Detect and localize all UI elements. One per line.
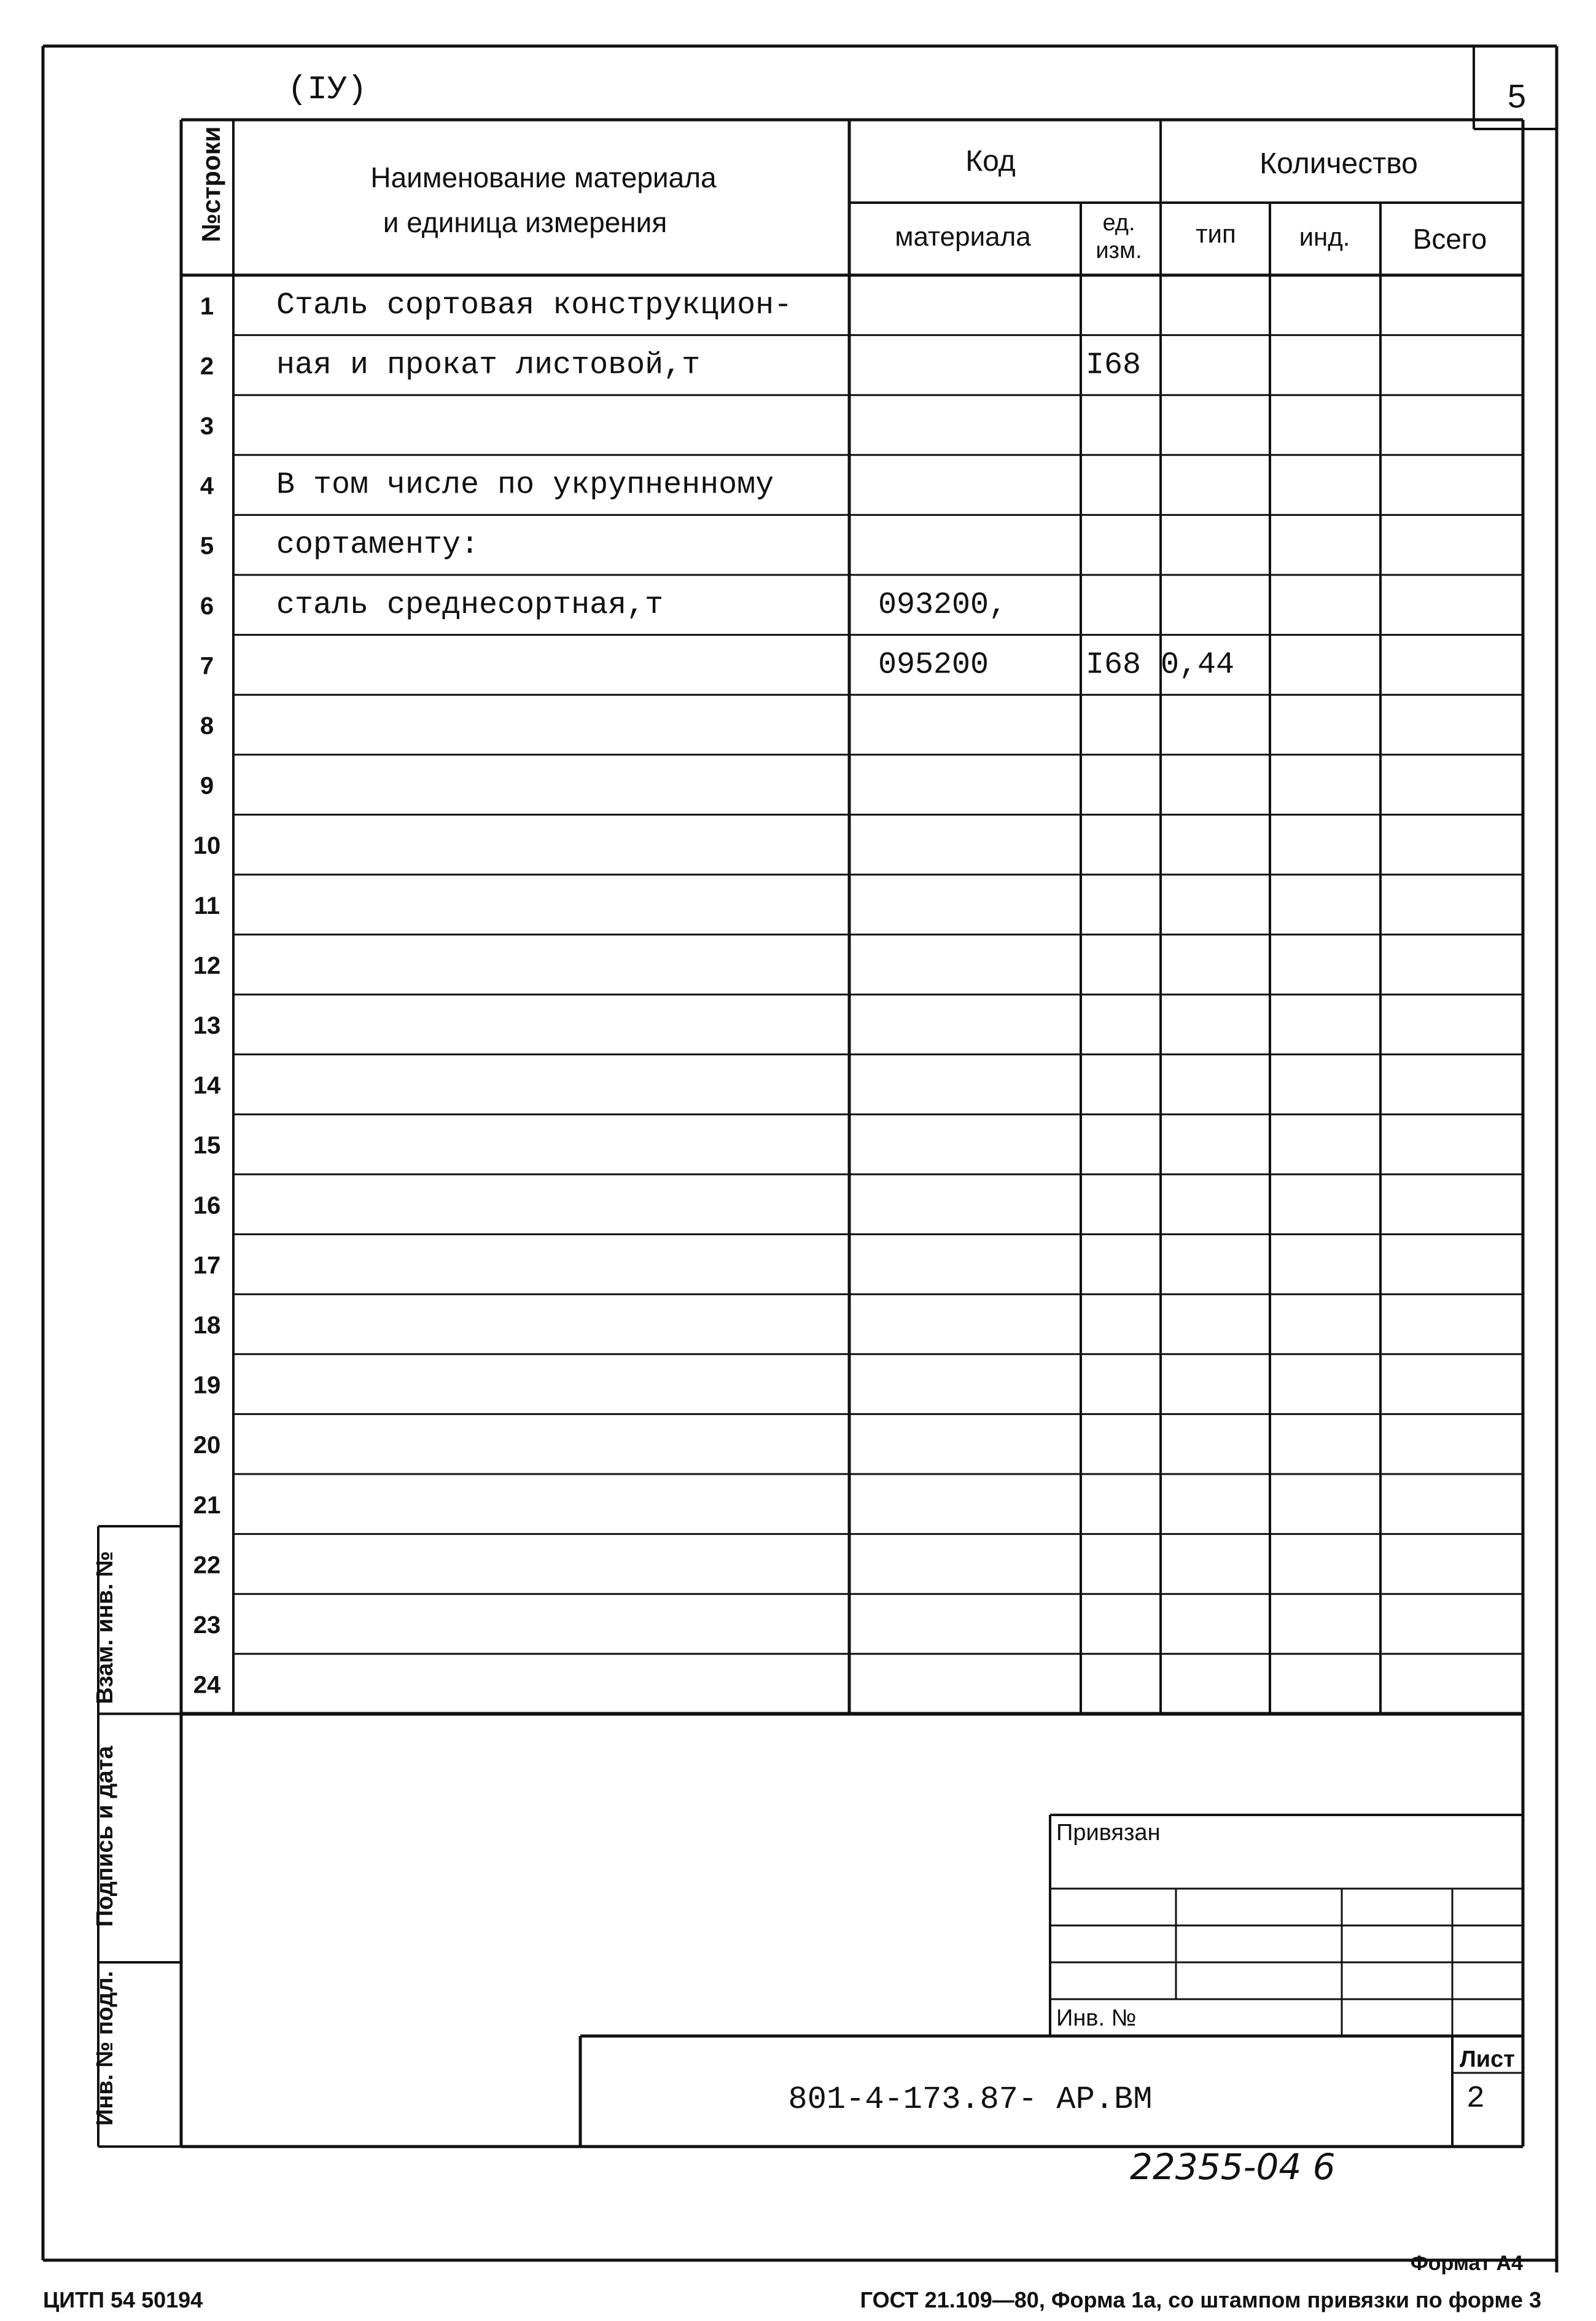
code-material-header: материала <box>895 222 1031 252</box>
row-number: 23 <box>193 1612 221 1639</box>
table-body <box>193 288 1234 1699</box>
handwritten-number: 22355-04 6 <box>1130 2146 1336 2188</box>
side-label-podpis-data: Подпись и дата <box>92 1746 118 1927</box>
row-number: 6 <box>200 592 214 620</box>
row-number: 17 <box>193 1252 221 1279</box>
page-mark: (IУ) <box>287 71 367 109</box>
row-number: 18 <box>193 1312 221 1339</box>
side-label-vzam-inv: Взам. инв. № <box>92 1551 118 1704</box>
row-number-header: №строки <box>197 126 225 243</box>
row-number: 7 <box>200 652 214 680</box>
footer-left: ЦИТП 54 50194 <box>43 2287 203 2312</box>
row-number: 2 <box>200 353 214 380</box>
row-number: 1 <box>200 292 214 320</box>
stamp-list-value: 2 <box>1466 2081 1485 2116</box>
row-number: 15 <box>193 1132 221 1160</box>
row-number: 11 <box>193 892 220 919</box>
sheet-number: 5 <box>1507 78 1527 115</box>
cell-unit: I68 <box>1086 348 1142 383</box>
quantity-header: Количество <box>1259 147 1418 180</box>
side-label-inv-podl: Инв. № подл. <box>92 1970 118 2126</box>
row-number: 21 <box>193 1491 221 1519</box>
cell-name: сталь среднесортная,т <box>276 587 664 623</box>
qty-total-header: Всего <box>1412 223 1487 255</box>
row-number: 10 <box>193 832 221 860</box>
row-number: 24 <box>193 1671 221 1699</box>
row-number: 12 <box>193 952 221 980</box>
cell-unit: I68 <box>1086 647 1142 683</box>
row-number: 20 <box>193 1432 221 1459</box>
row-number: 9 <box>200 772 214 800</box>
qty-ind-header: инд. <box>1299 222 1350 251</box>
cell-name: ная и прокат листовой,т <box>276 348 701 383</box>
name-header-line1: Наименование материала <box>370 162 717 193</box>
stamp-privyazan: Привязан <box>1056 1820 1161 1846</box>
format-label: Формат А4 <box>1410 2252 1523 2275</box>
cell-type: 0,44 <box>1161 647 1235 683</box>
row-number: 16 <box>193 1192 221 1219</box>
row-number: 19 <box>193 1371 221 1399</box>
code-unit-header-line1: ед. <box>1102 210 1135 236</box>
row-number: 4 <box>200 472 214 500</box>
row-number: 5 <box>200 532 214 560</box>
footer-right: ГОСТ 21.109—80, Форма 1а, со штампом привязки по форме 3 <box>860 2287 1541 2312</box>
cell-code: 093200, <box>878 587 1008 623</box>
row-number: 3 <box>200 413 214 440</box>
code-header: Код <box>965 145 1016 177</box>
code-unit-header-line2: изм. <box>1096 238 1142 263</box>
form-frame <box>43 46 1557 2272</box>
row-number: 13 <box>193 1012 221 1039</box>
stamp-designation: 801-4-173.87- АР.ВМ <box>788 2081 1153 2118</box>
row-number: 22 <box>193 1551 221 1579</box>
name-header-line2: и единица измерения <box>383 206 668 238</box>
stamp-inv-no: Инв. № <box>1056 2005 1137 2031</box>
cell-name: Сталь сортовая конструкцион- <box>276 287 793 323</box>
row-number: 14 <box>193 1072 221 1099</box>
cell-code: 095200 <box>878 647 989 683</box>
cell-name: сортаменту: <box>276 528 480 563</box>
cell-name: В том числе по укрупненному <box>276 467 774 503</box>
row-number: 8 <box>200 712 214 739</box>
stamp-list-label: Лист <box>1460 2046 1515 2072</box>
qty-type-header: тип <box>1196 219 1236 248</box>
